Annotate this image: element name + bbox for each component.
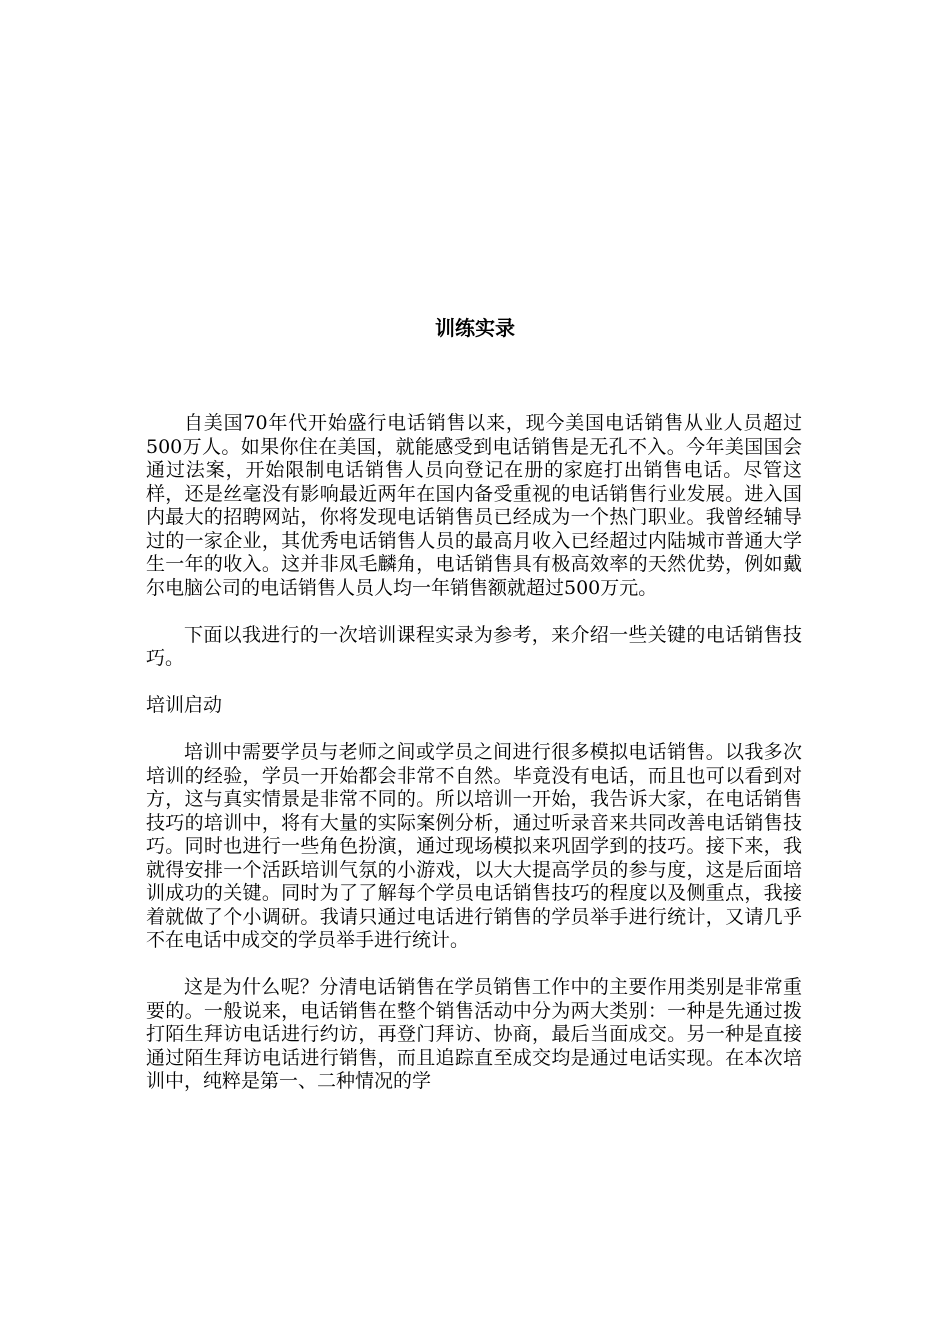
section-paragraph-1: 培训中需要学员与老师之间或学员之间进行很多模拟电话销售。以我多次培训的经验，学员一开始都会非常不自然。毕竟没有电话，而且也可以看到对方，这与真实情景是非常不同的。所以培训一开始，我告诉大家，在电话销售技巧的培训中，将有大量的实际案例分析，通过听录音来共同改善电话销售技巧。同时也进行一些角色扮演，通过现场模拟来巩固学到的技巧。接下来，我就得安排一个活跃培训气氛的小游戏，以大大提高学员的参与度，这是后面培训成功的关键。同时为了了解每个学员电话销售技巧的程度以及侧重点，我接着就做了个小调研。我请只通过电话进行销售的学员举手进行统计，又请几乎不在电话中成交的学员举手进行统计。 (146, 741, 802, 951)
document-title: 训练实录 (435, 316, 515, 340)
section-heading: 培训启动 (146, 694, 223, 716)
body-paragraph-2: 下面以我进行的一次培训课程实录为参考，来介绍一些关键的电话销售技巧。 (146, 623, 802, 669)
section-paragraph-2: 这是为什么呢？分清电话销售在学员销售工作中的主要作用类别是非常重要的。一般说来，电话销售在整个销售活动中分为两大类别：一种是先通过拨打陌生拜访电话进行约访，再登门拜访、协商，最后当面成交。另一种是直接通过陌生拜访电话进行销售，而且追踪直至成交均是通过电话实现。在本次培训中，纯粹是第一、二种情况的学 (146, 976, 802, 1092)
body-paragraph-1: 自美国70年代开始盛行电话销售以来，现今美国电话销售从业人员超过500万人。如果你住在美国，就能感受到电话销售是无孔不入。今年美国国会通过法案，开始限制电话销售人员向登记在册的家庭打出销售电话。尽管这样，还是丝毫没有影响最近两年在国内备受重视的电话销售行业发展。进入国内最大的招聘网站，你将发现电话销售员已经成为一个热门职业。我曾经辅导过的一家企业，其优秀电话销售人员的最高月收入已经超过内陆城市普通大学生一年的收入。这并非凤毛麟角，电话销售具有极高效率的天然优势，例如戴尔电脑公司的电话销售人员人均一年销售额就超过500万元。 (146, 412, 802, 599)
document-body (146, 412, 802, 1117)
